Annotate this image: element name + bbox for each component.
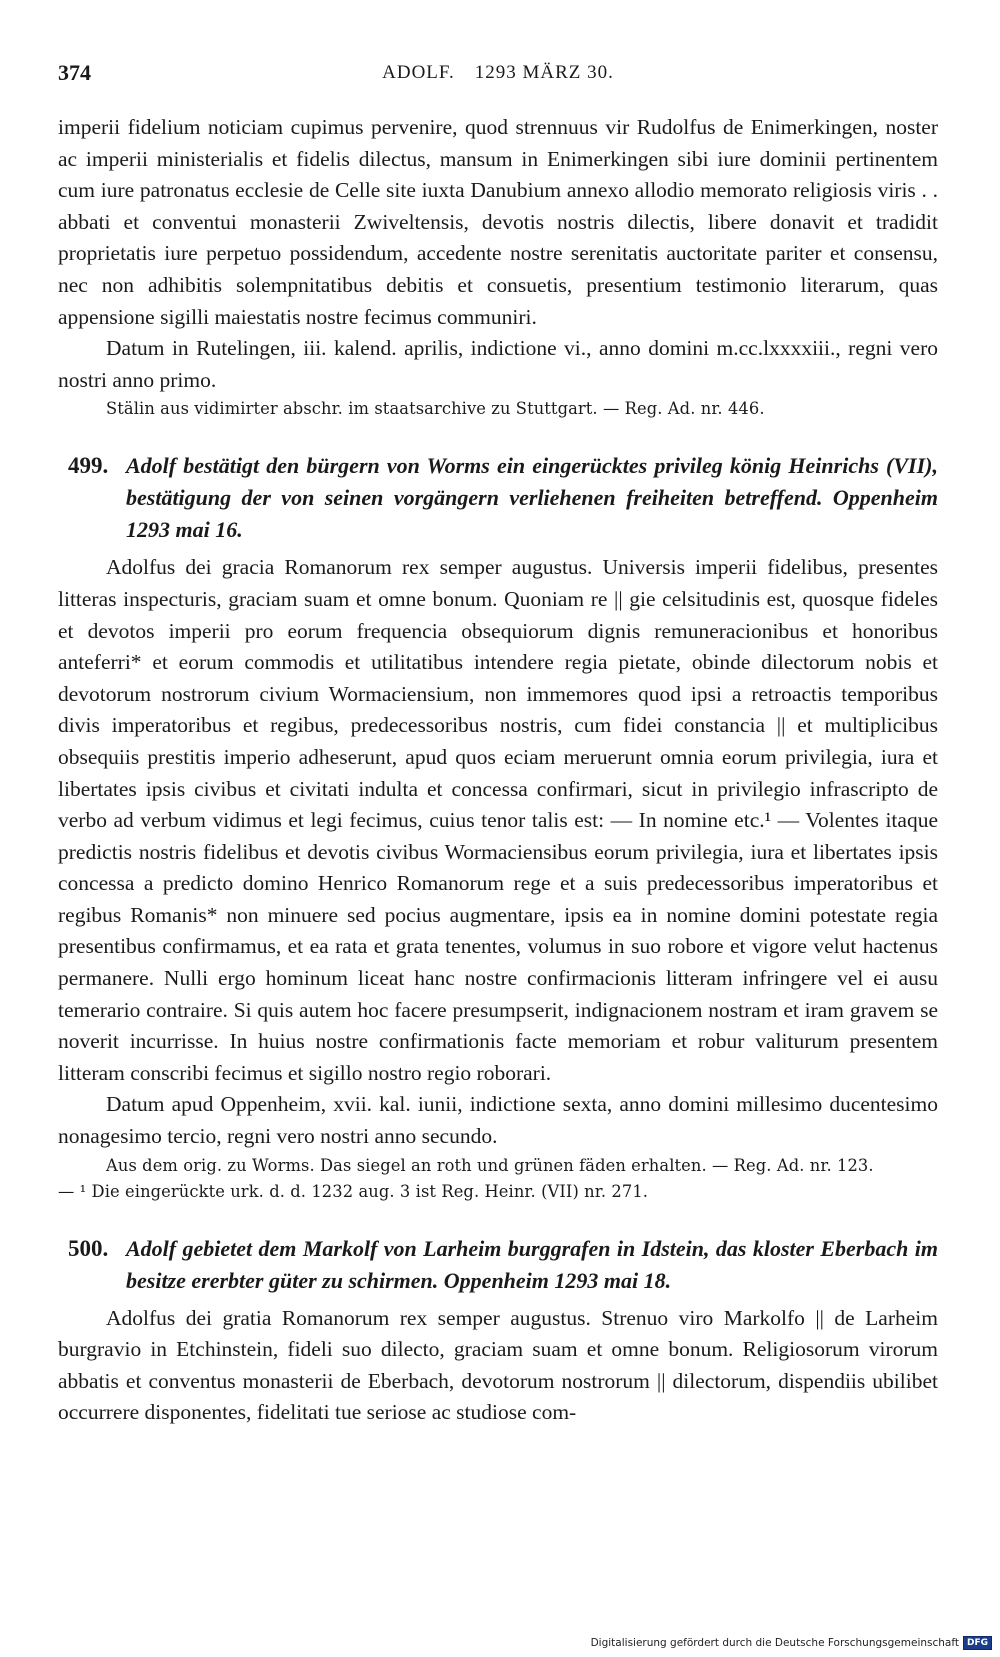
- entry-499: [58, 450, 938, 1204]
- entry-number: 499.: [68, 453, 109, 479]
- entry-text: Adolfus dei gratia Romanorum rex semper augustus. Strenuo viro Markolfo || de Larheim burgravio in Etchinstein, fideli suo dilecto, graciam suam et omne bonum. Religiosorum virorum abbatis et conventus monasterii de Eberbach, devotorum nostrorum || dilectorum, dispendiis ubilibet occurrere disponentes, fidelitati tue seriose ac studiose com-: [58, 1305, 938, 1425]
- dfg-logo: DFG: [963, 1636, 992, 1650]
- entry-title: Adolf gebietet dem Markolf von Larheim burggrafen in Idstein, das kloster Eberbach im besitze ererbter güter zu schirmen. Oppenheim 1293 mai 18.: [126, 1235, 938, 1293]
- digitization-credit: [591, 1635, 992, 1651]
- running-head: [58, 62, 938, 84]
- entry-500: [58, 1233, 938, 1429]
- continuation-dating: Datum in Rutelingen, iii. kalend. aprilis, indictione vi., anno domini m.cc.lxxxxiii., regni vero nostri anno primo.: [58, 336, 938, 392]
- running-head-date: 1293 MÄRZ 30.: [474, 62, 614, 83]
- entry-number: 500.: [68, 1235, 109, 1261]
- entry-dating: Datum apud Oppenheim, xvii. kal. iunii, indictione sexta, anno domini millesimo ducentesimo nonagesimo tercio, regni vero nostri anno secundo.: [58, 1092, 938, 1149]
- entry-text: Adolfus dei gracia Romanorum rex semper augustus. Universis imperii fidelibus, presentes litteras inspecturis, graciam suam et omne bonum. Quoniam re || gie celsitudinis est, quosque fideles et devotos imperii pro eorum frequencia obsequiorum dignis remuneracionibus et honoribus anteferri* et eorum commodis et utilitatibus intendere regia pietate, obinde dilectorum nobis et devotorum nostrorum civium Wormaciensium, non immemores quod ipsi a retroactis temporibus divis imperatoribus et regibus, predecessoribus nostris, cum fidei constancia || et multiplicibus obsequiis prestitis imperio adheserunt, apud quos eciam meruerunt omnia eorum privilegia, iura et libertates ipsis civibus et civitati indulta et concessa confirmari, sicut in privilegio infrascripto de verbo ad verbum vidimus et legi fecimus, cuius tenor talis est: — In nomine etc.¹ — Volentes itaque predictis nostris fidelibus et devotis civibus Wormaciensibus eorum privilegia, iura et libertates ipsis concessa a predicto domino Henrico Romanorum rege et a suis predecessoribus imperatoribus et regibus Romanis* non minuere sed pocius augmentare, ipsis ea in nomine domini potestate regia presentibus confirmamus, et ea rata et grata tenentes, volumus in suo robore et vigore velut hactenus permanere. Nulli ergo hominum liceat hanc nostre confirmacionis litteram infringere vel ei ausu temerario contraire. Si quis autem hoc facere presumpserit, indignacionem nostram et iram gravem se noverit incurrisse. In huius nostre confirmationis facte memoriam et robur valiturum presentem litteram conscribi fecimus et sigillo nostro regio roborari.: [58, 555, 938, 1085]
- page-number: 374: [58, 60, 91, 85]
- entry-heading: [58, 1233, 938, 1297]
- page-body: [58, 112, 938, 1429]
- entry-source-note: Aus dem orig. zu Worms. Das siegel an roth und grünen fäden erhalten. — Reg. Ad. nr. 123.: [106, 1155, 874, 1175]
- entry-footnote: — ¹ Die eingerückte urk. d. d. 1232 aug. 3 ist Reg. Heinr. (VII) nr. 271.: [58, 1181, 649, 1201]
- credit-text: Digitalisierung gefördert durch die Deutsche Forschungsgemeinschaft: [590, 1637, 959, 1649]
- continuation-source-note: Stälin aus vidimirter abschr. im staatsarchive zu Stuttgart. — Reg. Ad. nr. 446.: [106, 399, 765, 419]
- entry-heading: [58, 450, 938, 546]
- entry-title: Adolf bestätigt den bürgern von Worms ein eingerücktes privileg könig Heinrichs (VII), bestätigung der von seinen vorgängern verliehenen freiheiten betreffend. Oppenheim 1293 mai 16.: [126, 453, 938, 543]
- running-head-name: ADOLF.: [382, 62, 455, 83]
- continuation-paragraph: imperii fidelium noticiam cupimus pervenire, quod strennuus vir Rudolfus de Enimerkingen, noster ac imperii ministerialis et fidelis dilectus, mansum in Enimerkingen sibi iure dominii pertinentem cum iure patronatus ecclesie de Celle site iuxta Danubium annexo allodio memorato religiosis viris . . abbati et conventui monasterii Zwiveltensis, devotis nostris dilectis, libere donavit et tradidit proprietatis iure perpetuo possidendum, accedente nostre serenitatis auctoritate pariter et consensu, nec non adhibitis solempnitatibus debitis et consuetis, presentium testimonio literarum, quas appensione sigilli maiestatis nostre fecimus communiri.: [58, 115, 938, 329]
- page-header: [58, 60, 938, 90]
